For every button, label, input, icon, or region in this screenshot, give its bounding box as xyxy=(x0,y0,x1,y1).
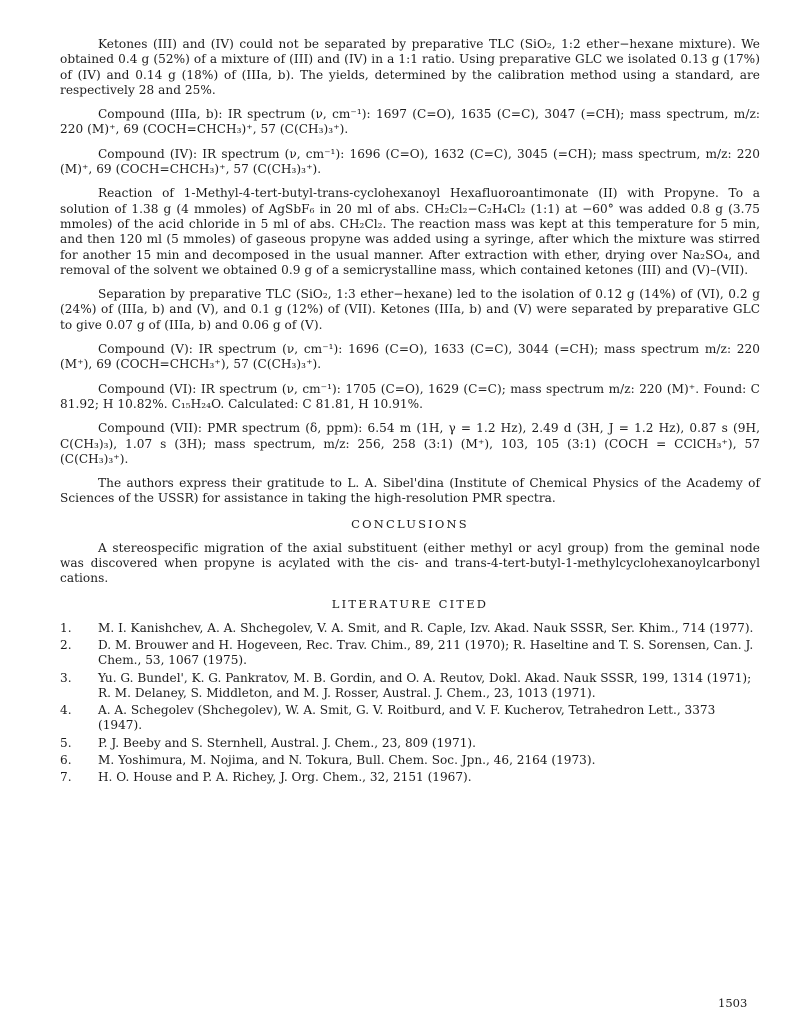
paragraph-acknowledgment: The authors express their gratitude to L. A. Sibel'dina (Institute of Chemical Physics of the Academy of Sciences of the USSR) for assistance in taking the high-resolution PMR spectra. xyxy=(60,476,760,506)
reference-item xyxy=(60,736,760,751)
paragraph-compound-iv: Compound (IV): IR spectrum (ν, cm⁻¹): 1696 (C=O), 1632 (C=C), 3045 (=CH); mass spectrum, m/z: 220 (M)⁺, 69 (COCH=CHCH₃)⁺, 57 (C(CH₃)₃⁺). xyxy=(60,146,760,177)
reference-number: 2. xyxy=(60,637,72,652)
reference-number: 1. xyxy=(60,620,72,635)
reference-number: 6. xyxy=(60,752,72,767)
conclusions-text: A stereospecific migration of the axial substituent (either methyl or acyl group) from the geminal node was discovered when propyne is acylated with the cis- and trans-4-tert-butyl-1-methylcyclohexanoylcarbonyl cations. xyxy=(60,540,760,586)
reference-number: 4. xyxy=(60,703,72,718)
body-text xyxy=(60,37,760,788)
reference-text: M. I. Kanishchev, A. A. Shchegolev, V. A. Smit, and R. Caple, Izv. Akad. Nauk SSSR, Ser. Khim., 714 (1977). xyxy=(98,620,754,635)
reference-number: 7. xyxy=(60,770,72,785)
reference-list xyxy=(60,621,760,786)
paragraph-compound-vi: Compound (VI): IR spectrum (ν, cm⁻¹): 1705 (C=O), 1629 (C=C); mass spectrum m/z: 220 (M)⁺. Found: C 81.92; H 10.82%. C₁₅H₂₄O. Calculated: C 81.81, H 10.91%. xyxy=(60,381,760,411)
reference-item xyxy=(60,753,760,768)
reference-number: 5. xyxy=(60,735,72,750)
reference-text: Yu. G. Bundel', K. G. Pankratov, M. B. Gordin, and O. A. Reutov, Dokl. Akad. Nauk SSSR, 199, 1314 (1971); R. M. Delaney, S. Middleton, and M. J. Rosser, Austral. J. Chem., 23, 1013 (1971). xyxy=(98,670,752,700)
reference-number: 3. xyxy=(60,670,72,685)
literature-cited-heading: LITERATURE CITED xyxy=(331,596,489,611)
reference-item xyxy=(60,703,760,734)
paragraph-reaction-propyne: Reaction of 1-Methyl-4-tert-butyl-trans-cyclohexanoyl Hexafluoroantimonate (II) with Propyne. To a solution of 1.38 g (4 mmoles) of AgSbF₆ in 20 ml of abs. CH₂Cl₂−C₂H₄Cl₂ (1:1) at −60° was added 0.8 g (3.75 mmoles) of the acid chloride in 5 ml of abs. CH₂Cl₂. The reaction mass was kept at this temperature for 5 min, and then 120 ml (5 mmoles) of gaseous propyne was added using a syringe, after which the mixture was stirred for another 15 min and decomposed in the usual manner. After extraction with ether, drying over Na₂SO₄, and removal of the solvent we obtained 0.9 g of a semicrystalline mass, which contained ketones (III) and (V)–(VII). xyxy=(60,186,760,277)
paragraph-compound-vii: Compound (VII): PMR spectrum (δ, ppm): 6.54 m (1H, γ = 1.2 Hz), 2.49 d (3H, J = 1.2 Hz), 0.87 s (9H, C(CH₃)₃), 1.07 s (3H); mass spectrum, m/z: 256, 258 (3:1) (M⁺), 103, 105 (3:1) (COCH = CClCH₃⁺), 57 (C(CH₃)₃⁺). xyxy=(60,421,760,466)
reference-item xyxy=(60,770,760,785)
paragraph-separation-tlc: Separation by preparative TLC (SiO₂, 1:3 ether−hexane) led to the isolation of 0.12 g (14%) of (VI), 0.2 g (24%) of (IIIa, b) and (V), and 0.1 g (12%) of (VII). Ketones (IIIa, b) and (V) were separated by preparative GLC to give 0.07 g of (IIIa, b) and 0.06 g of (V). xyxy=(60,287,760,332)
reference-item xyxy=(60,638,760,669)
reference-text: H. O. House and P. A. Richey, J. Org. Chem., 32, 2151 (1967). xyxy=(98,770,472,785)
page-number: 1503 xyxy=(718,996,748,1010)
conclusions-heading: CONCLUSIONS xyxy=(351,516,469,531)
paragraph-ketones-separation: Ketones (III) and (IV) could not be separated by preparative TLC (SiO₂, 1:2 ether−hexane mixture). We obtained 0.4 g (52%) of a mixture of (III) and (IV) in a 1:1 ratio. Using preparative GLC we isolated 0.13 g (17%) of (IV) and 0.14 g (18%) of (IIIa, b). The yields, determined by the calibration method using a standard, are respectively 28 and 25%. xyxy=(60,37,760,97)
paragraph-compound-iiia-b: Compound (IIIa, b): IR spectrum (ν, cm⁻¹): 1697 (C=O), 1635 (C=C), 3047 (=CH); mass spectrum, m/z: 220 (M)⁺, 69 (COCH=CHCH₃)⁺, 57 (C(CH₃)₃⁺). xyxy=(60,107,760,137)
reference-item xyxy=(60,671,760,702)
reference-text: D. M. Brouwer and H. Hogeveen, Rec. Trav. Chim., 89, 211 (1970); R. Haseltine and T. S. Sorensen, Can. J. Chem., 53, 1067 (1975). xyxy=(98,637,754,668)
reference-text: A. A. Schegolev (Shchegolev), W. A. Smit, G. V. Roitburd, and V. F. Kucherov, Tetrahedron Lett., 3373 (1947). xyxy=(98,703,716,733)
reference-text: M. Yoshimura, M. Nojima, and N. Tokura, Bull. Chem. Soc. Jpn., 46, 2164 (1973). xyxy=(98,752,596,767)
reference-text: P. J. Beeby and S. Sternhell, Austral. J. Chem., 23, 809 (1971). xyxy=(98,735,476,750)
reference-item xyxy=(60,621,760,636)
paragraph-compound-v: Compound (V): IR spectrum (ν, cm⁻¹): 1696 (C=O), 1633 (C=C), 3044 (=CH); mass spectrum m/z: 220 (M⁺), 69 (COCH=CHCH₃⁺), 57 (C(CH₃)₃⁺). xyxy=(60,342,760,372)
